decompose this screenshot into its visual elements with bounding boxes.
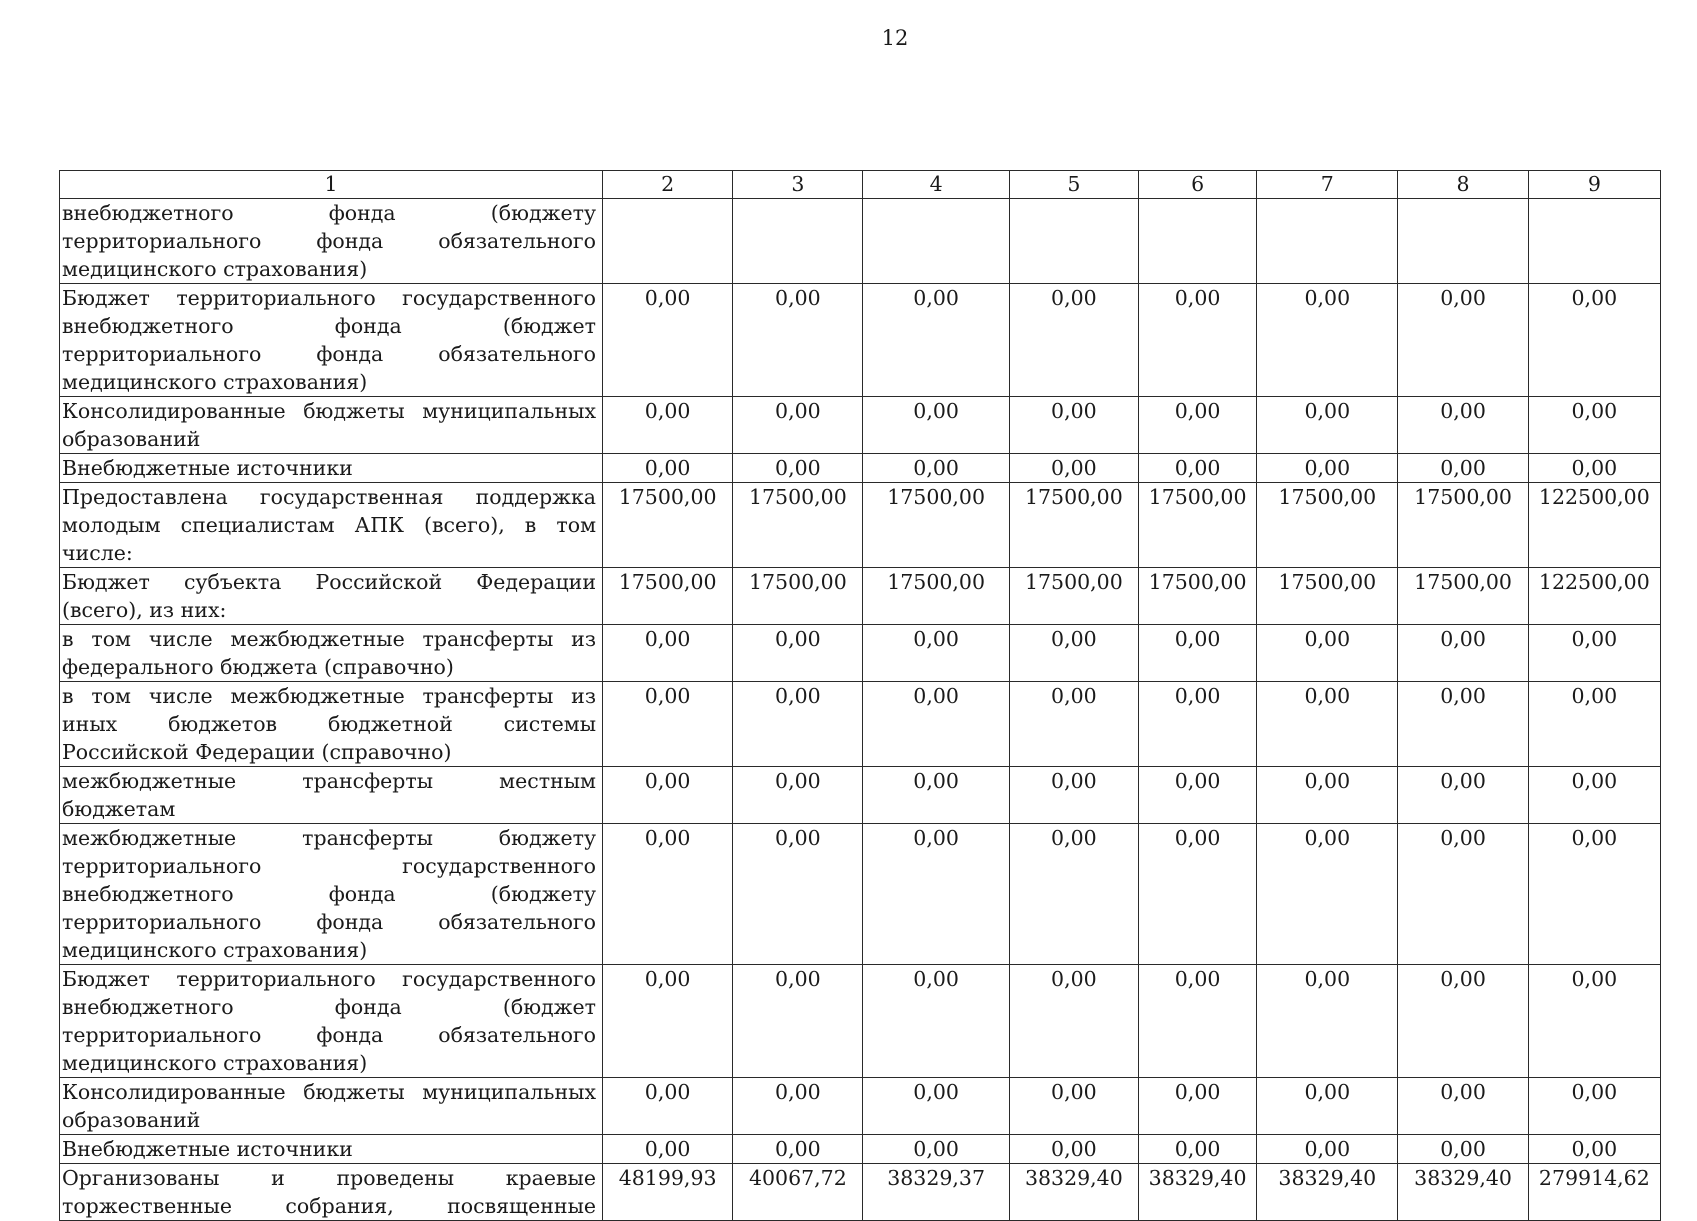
value-cell: 0,00 (1528, 965, 1660, 1078)
value-cell: 0,00 (1398, 1078, 1528, 1135)
value-cell: 0,00 (1257, 284, 1398, 397)
value-cell: 17500,00 (1257, 568, 1398, 625)
value-cell: 122500,00 (1528, 568, 1660, 625)
value-cell: 0,00 (1398, 284, 1528, 397)
value-cell: 0,00 (863, 1135, 1009, 1164)
value-cell: 0,00 (733, 1135, 863, 1164)
value-cell: 17500,00 (863, 483, 1009, 568)
value-cell: 0,00 (1009, 1078, 1138, 1135)
value-cell: 0,00 (1398, 965, 1528, 1078)
value-cell: 0,00 (733, 284, 863, 397)
value-cell: 38329,40 (1138, 1164, 1256, 1221)
value-cell: 0,00 (1138, 1135, 1256, 1164)
value-cell: 38329,37 (863, 1164, 1009, 1221)
value-cell: 122500,00 (1528, 483, 1660, 568)
value-cell: 0,00 (1257, 965, 1398, 1078)
value-cell: 0,00 (1138, 284, 1256, 397)
row-label: Организованы и проведены краевые торжественные собрания, посвященные (60, 1164, 603, 1221)
table-row (60, 625, 1661, 682)
row-label: Бюджет территориального государственного внебюджетного фонда (бюджет территориального фонда обязательного медицинского страхования) (60, 284, 603, 397)
value-cell: 0,00 (863, 625, 1009, 682)
value-cell: 0,00 (1009, 965, 1138, 1078)
value-cell: 0,00 (1138, 965, 1256, 1078)
value-cell: 0,00 (733, 1078, 863, 1135)
value-cell: 0,00 (603, 767, 733, 824)
value-cell: 38329,40 (1398, 1164, 1528, 1221)
value-cell: 0,00 (863, 454, 1009, 483)
value-cell: 0,00 (1009, 682, 1138, 767)
table-row (60, 965, 1661, 1078)
table-row (60, 1164, 1661, 1221)
column-header: 5 (1009, 171, 1138, 199)
row-label: межбюджетные трансферты бюджету территориального государственного внебюджетного фонда (бюджету территориального фонда обязательного медицинского страхования) (60, 824, 603, 965)
value-cell: 279914,62 (1528, 1164, 1660, 1221)
value-cell (1257, 199, 1398, 284)
value-cell: 0,00 (733, 397, 863, 454)
row-label: в том числе межбюджетные трансферты из иных бюджетов бюджетной системы Российской Федерации (справочно) (60, 682, 603, 767)
value-cell: 17500,00 (603, 568, 733, 625)
value-cell: 0,00 (1009, 625, 1138, 682)
table-row (60, 824, 1661, 965)
value-cell: 0,00 (1009, 1135, 1138, 1164)
value-cell: 0,00 (1398, 682, 1528, 767)
value-cell: 0,00 (1257, 824, 1398, 965)
value-cell: 0,00 (1009, 767, 1138, 824)
row-label: в том числе межбюджетные трансферты из федерального бюджета (справочно) (60, 625, 603, 682)
value-cell: 0,00 (1138, 1078, 1256, 1135)
budget-table (59, 170, 1661, 1221)
value-cell: 0,00 (1257, 397, 1398, 454)
value-cell: 0,00 (733, 625, 863, 682)
value-cell: 0,00 (1528, 824, 1660, 965)
value-cell: 17500,00 (1398, 483, 1528, 568)
table-row (60, 1078, 1661, 1135)
value-cell: 0,00 (1528, 682, 1660, 767)
value-cell: 0,00 (863, 1078, 1009, 1135)
value-cell (1398, 199, 1528, 284)
column-header: 6 (1138, 171, 1256, 199)
column-header: 4 (863, 171, 1009, 199)
column-header: 1 (60, 171, 603, 199)
value-cell: 0,00 (1398, 454, 1528, 483)
column-header: 8 (1398, 171, 1528, 199)
value-cell: 0,00 (1009, 454, 1138, 483)
table-row (60, 284, 1661, 397)
row-label: Бюджет субъекта Российской Федерации (всего), из них: (60, 568, 603, 625)
value-cell: 0,00 (1009, 824, 1138, 965)
value-cell (1138, 199, 1256, 284)
table-row (60, 767, 1661, 824)
value-cell: 0,00 (1138, 682, 1256, 767)
table-row (60, 454, 1661, 483)
value-cell (1009, 199, 1138, 284)
table-row (60, 1135, 1661, 1164)
value-cell (1528, 199, 1660, 284)
value-cell: 0,00 (603, 1078, 733, 1135)
column-header: 3 (733, 171, 863, 199)
row-label: Внебюджетные источники (60, 454, 603, 483)
value-cell: 17500,00 (1138, 483, 1256, 568)
value-cell: 17500,00 (1138, 568, 1256, 625)
value-cell: 0,00 (733, 965, 863, 1078)
value-cell: 48199,93 (603, 1164, 733, 1221)
column-number-row (60, 171, 1661, 199)
value-cell: 0,00 (1528, 1078, 1660, 1135)
row-label: Консолидированные бюджеты муниципальных образований (60, 397, 603, 454)
value-cell: 0,00 (733, 767, 863, 824)
row-label: внебюджетного фонда (бюджету территориального фонда обязательного медицинского страхования) (60, 199, 603, 284)
value-cell: 0,00 (603, 1135, 733, 1164)
value-cell: 0,00 (1138, 767, 1256, 824)
table-row (60, 483, 1661, 568)
value-cell: 0,00 (733, 682, 863, 767)
value-cell: 17500,00 (1009, 568, 1138, 625)
value-cell: 0,00 (1257, 625, 1398, 682)
value-cell: 0,00 (1009, 284, 1138, 397)
value-cell: 0,00 (863, 682, 1009, 767)
value-cell: 0,00 (603, 625, 733, 682)
value-cell: 0,00 (1138, 397, 1256, 454)
value-cell: 17500,00 (733, 568, 863, 625)
table-row (60, 397, 1661, 454)
value-cell: 0,00 (1138, 454, 1256, 483)
value-cell: 0,00 (603, 454, 733, 483)
value-cell: 0,00 (863, 965, 1009, 1078)
value-cell: 0,00 (1257, 454, 1398, 483)
value-cell: 17500,00 (1398, 568, 1528, 625)
value-cell: 0,00 (1009, 397, 1138, 454)
value-cell: 0,00 (603, 284, 733, 397)
row-label: Бюджет территориального государственного внебюджетного фонда (бюджет территориального фонда обязательного медицинского страхования) (60, 965, 603, 1078)
value-cell: 40067,72 (733, 1164, 863, 1221)
value-cell: 0,00 (1528, 454, 1660, 483)
page-number: 12 (881, 26, 909, 50)
value-cell: 0,00 (603, 397, 733, 454)
value-cell: 0,00 (1398, 767, 1528, 824)
column-header: 2 (603, 171, 733, 199)
column-header: 7 (1257, 171, 1398, 199)
value-cell: 0,00 (1528, 397, 1660, 454)
value-cell: 17500,00 (603, 483, 733, 568)
row-label: Внебюджетные источники (60, 1135, 603, 1164)
value-cell: 0,00 (603, 965, 733, 1078)
table-row (60, 682, 1661, 767)
value-cell: 38329,40 (1257, 1164, 1398, 1221)
value-cell: 0,00 (733, 824, 863, 965)
value-cell: 38329,40 (1009, 1164, 1138, 1221)
value-cell: 0,00 (863, 284, 1009, 397)
value-cell: 0,00 (733, 454, 863, 483)
column-header: 9 (1528, 171, 1660, 199)
row-label: Предоставлена государственная поддержка молодым специалистам АПК (всего), в том числе: (60, 483, 603, 568)
value-cell: 0,00 (1398, 625, 1528, 682)
value-cell: 0,00 (603, 824, 733, 965)
value-cell: 0,00 (1138, 625, 1256, 682)
value-cell: 0,00 (1398, 397, 1528, 454)
value-cell: 0,00 (1528, 625, 1660, 682)
value-cell: 0,00 (603, 682, 733, 767)
value-cell: 17500,00 (1009, 483, 1138, 568)
value-cell: 0,00 (1257, 682, 1398, 767)
value-cell: 17500,00 (1257, 483, 1398, 568)
value-cell: 0,00 (1138, 824, 1256, 965)
row-label: межбюджетные трансферты местным бюджетам (60, 767, 603, 824)
value-cell: 0,00 (1398, 1135, 1528, 1164)
value-cell (603, 199, 733, 284)
value-cell: 0,00 (1528, 1135, 1660, 1164)
value-cell: 0,00 (1528, 767, 1660, 824)
value-cell: 0,00 (1257, 1078, 1398, 1135)
value-cell: 0,00 (1257, 767, 1398, 824)
value-cell: 0,00 (1528, 284, 1660, 397)
value-cell: 0,00 (863, 397, 1009, 454)
table-row (60, 568, 1661, 625)
value-cell: 17500,00 (733, 483, 863, 568)
value-cell: 0,00 (863, 824, 1009, 965)
value-cell (863, 199, 1009, 284)
value-cell: 17500,00 (863, 568, 1009, 625)
value-cell: 0,00 (1398, 824, 1528, 965)
value-cell: 0,00 (1257, 1135, 1398, 1164)
table-row (60, 199, 1661, 284)
value-cell (733, 199, 863, 284)
row-label: Консолидированные бюджеты муниципальных образований (60, 1078, 603, 1135)
value-cell: 0,00 (863, 767, 1009, 824)
